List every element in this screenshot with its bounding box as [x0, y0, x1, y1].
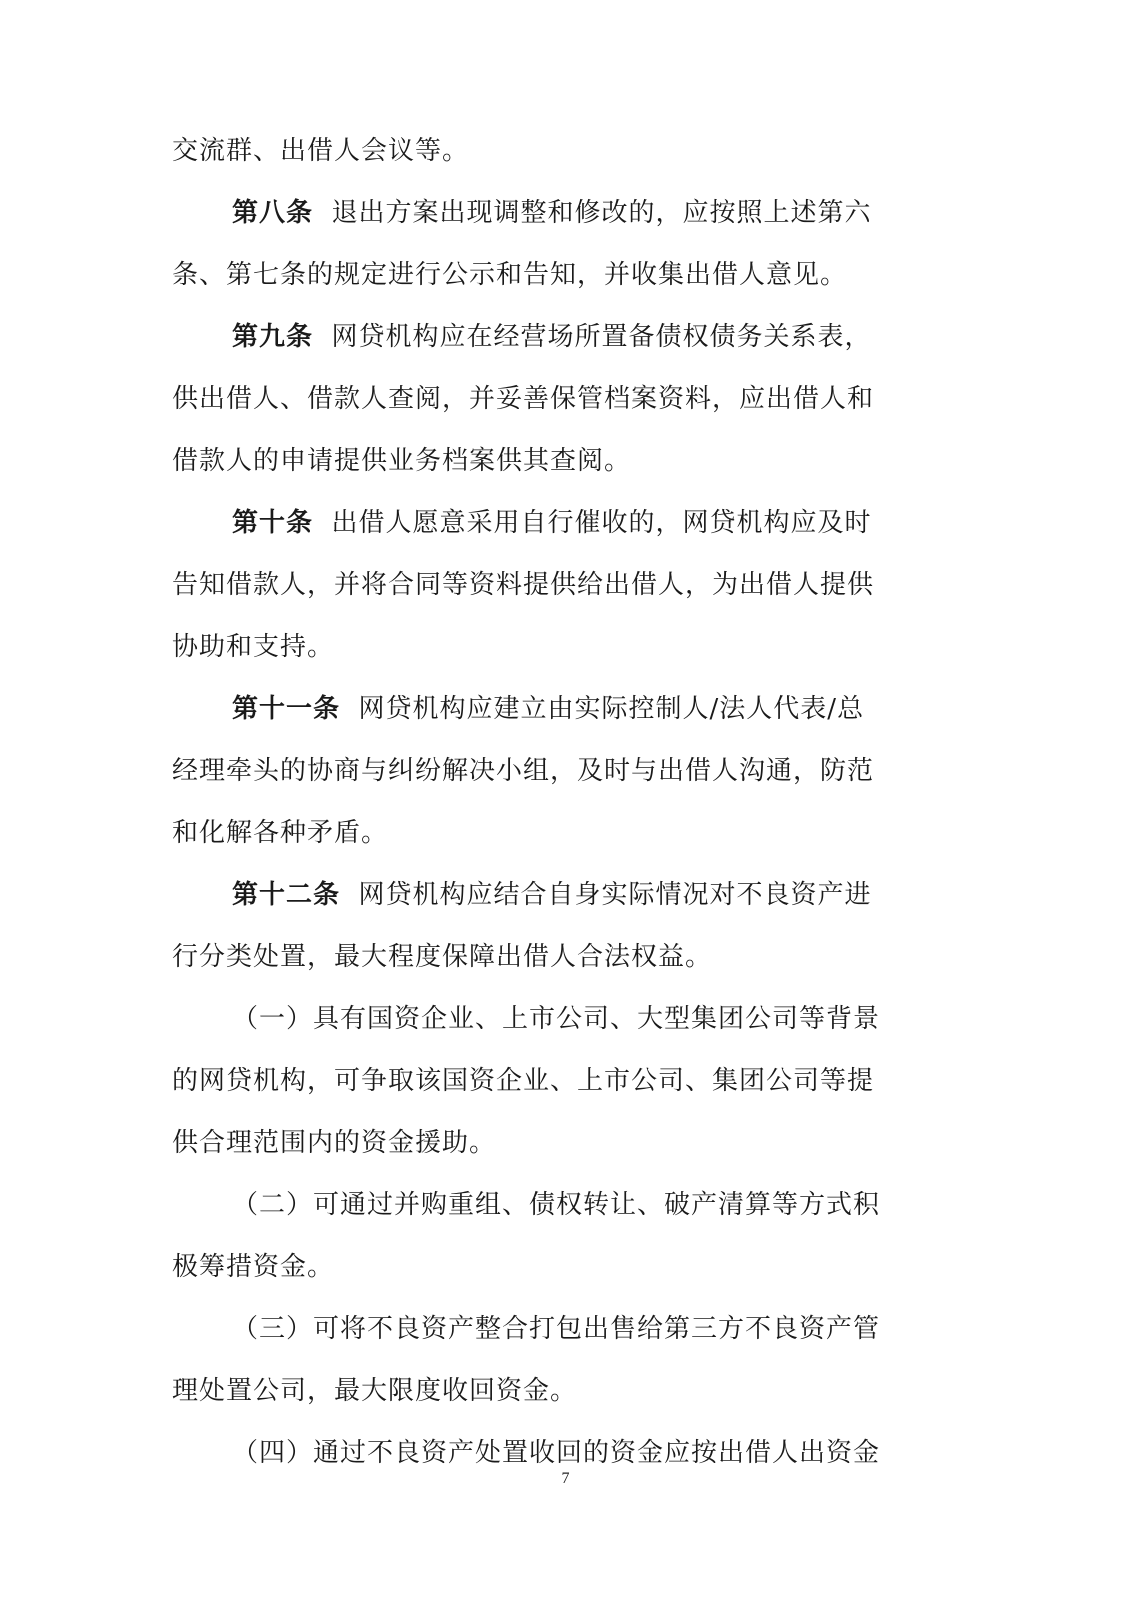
text-line: 供出借人、借款人查阅，并妥善保管档案资料，应出借人和 — [172, 384, 875, 414]
text-line: 协助和支持。 — [172, 632, 335, 662]
text-line: 理处置公司，最大限度收回资金。 — [172, 1376, 578, 1406]
text-span: 网贷机构应建立由实际控制人/法人代表/总 — [358, 694, 865, 724]
text-line — [172, 196, 962, 230]
text-line: 和化解各种矛盾。 — [172, 818, 389, 848]
article-paragraph — [172, 878, 962, 974]
text-line: （四）通过不良资产处置收回的资金应按出借人出资金 — [232, 1438, 881, 1468]
article-paragraph — [172, 320, 962, 478]
article-paragraph — [172, 196, 962, 292]
article-heading: 第十一条 — [232, 694, 341, 724]
text-line: （二）可通过并购重组、债权转让、破产清算等方式积 — [232, 1190, 881, 1220]
text-span: 网贷机构应在经营场所置备债权债务关系表， — [331, 322, 872, 352]
text-line — [172, 878, 962, 912]
text-line: 供合理范围内的资金援助。 — [172, 1128, 497, 1158]
list-item-paragraph — [172, 1312, 962, 1408]
text-line: 条、第七条的规定进行公示和告知，并收集出借人意见。 — [172, 260, 848, 290]
text-span: 网贷机构应结合自身实际情况对不良资产进 — [358, 880, 872, 910]
article-heading: 第八条 — [232, 198, 314, 228]
list-item-paragraph — [172, 1436, 962, 1470]
text-line — [172, 506, 962, 540]
text-line: 极筹措资金。 — [172, 1252, 335, 1282]
text-line: 交流群、出借人会议等。 — [172, 136, 470, 166]
article-heading: 第九条 — [232, 322, 314, 352]
paragraph — [172, 134, 962, 168]
page-number: 7 — [561, 1470, 570, 1487]
text-line: （一）具有国资企业、上市公司、大型集团公司等背景 — [232, 1004, 881, 1034]
text-line: 的网贷机构，可争取该国资企业、上市公司、集团公司等提 — [172, 1066, 875, 1096]
list-item-paragraph — [172, 1188, 962, 1284]
text-line — [172, 320, 962, 354]
text-line: （三）可将不良资产整合打包出售给第三方不良资产管 — [232, 1314, 881, 1344]
article-heading: 第十二条 — [232, 880, 341, 910]
article-paragraph — [172, 692, 962, 850]
text-line — [172, 692, 962, 726]
text-line: 告知借款人，并将合同等资料提供给出借人，为出借人提供 — [172, 570, 875, 600]
article-heading: 第十条 — [232, 508, 314, 538]
text-span: 出借人愿意采用自行催收的，网贷机构应及时 — [331, 508, 872, 538]
text-line: 经理牵头的协商与纠纷解决小组，及时与出借人沟通，防范 — [172, 756, 875, 786]
document-body — [172, 134, 962, 1470]
text-line: 借款人的申请提供业务档案供其查阅。 — [172, 446, 632, 476]
list-item-paragraph — [172, 1002, 962, 1160]
article-paragraph — [172, 506, 962, 664]
text-line: 行分类处置，最大程度保障出借人合法权益。 — [172, 942, 713, 972]
text-span: 退出方案出现调整和修改的，应按照上述第六 — [331, 198, 872, 228]
